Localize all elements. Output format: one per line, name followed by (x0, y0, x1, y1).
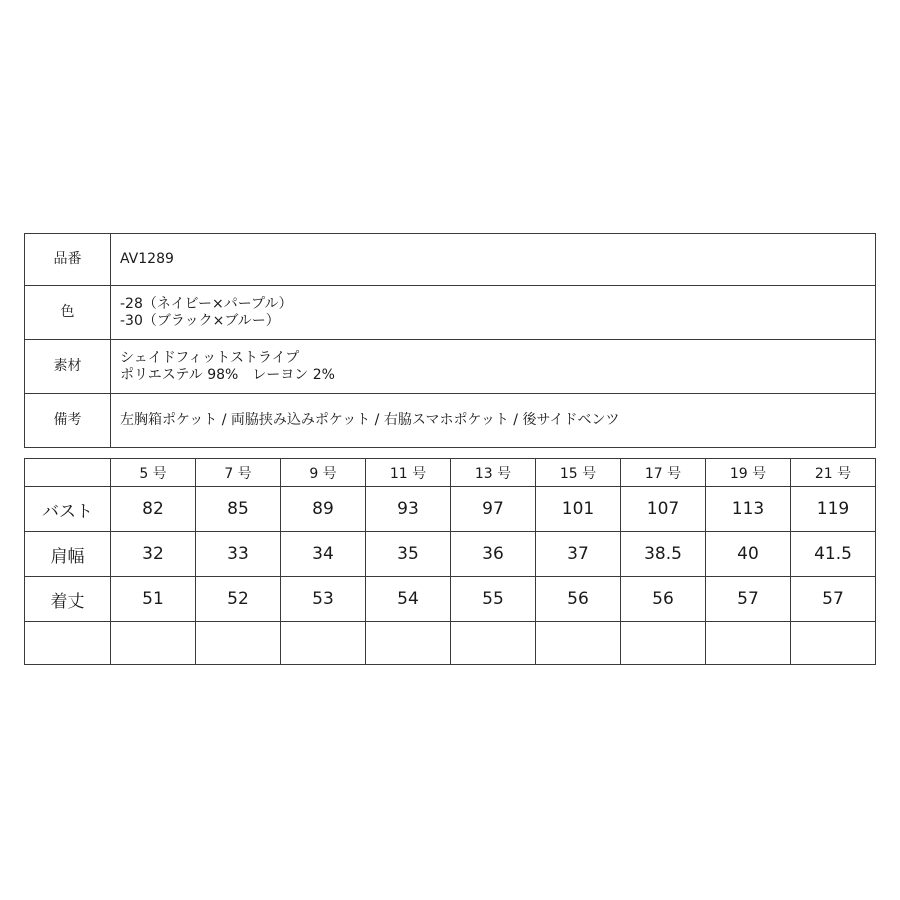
size-chart-table (24, 458, 876, 665)
empty-cell (706, 622, 791, 665)
size-header: 5 号 (111, 459, 196, 487)
measurement-cell: 53 (281, 577, 366, 622)
measurement-cell: 32 (111, 532, 196, 577)
measurement-cell: 57 (706, 577, 791, 622)
size-header: 21 号 (791, 459, 876, 487)
empty-cell (366, 622, 451, 665)
measurement-cell: 107 (621, 487, 706, 532)
size-header: 19 号 (706, 459, 791, 487)
row-label: 着丈 (25, 577, 111, 622)
measurement-cell: 93 (366, 487, 451, 532)
empty-cell (25, 622, 111, 665)
measurement-cell: 36 (451, 532, 536, 577)
info-row-notes (25, 394, 876, 448)
color-value-line: -28（ネイビー×パープル） (120, 295, 293, 312)
size-row-empty (25, 622, 876, 665)
info-row-material (25, 340, 876, 394)
size-row-bust (25, 487, 876, 532)
measurement-cell: 119 (791, 487, 876, 532)
product-info-table (24, 233, 876, 448)
measurement-cell: 82 (111, 487, 196, 532)
empty-cell (111, 622, 196, 665)
measurement-cell: 55 (451, 577, 536, 622)
measurement-cell: 33 (196, 532, 281, 577)
size-row-length (25, 577, 876, 622)
measurement-cell: 85 (196, 487, 281, 532)
info-row-color (25, 286, 876, 340)
size-row-shoulder (25, 532, 876, 577)
measurement-cell: 51 (111, 577, 196, 622)
measurement-cell: 56 (621, 577, 706, 622)
info-row-product-number (25, 234, 876, 286)
measurement-cell: 37 (536, 532, 621, 577)
measurement-cell: 40 (706, 532, 791, 577)
product-number-value: AV1289 (120, 251, 174, 267)
info-label: 品番 (25, 234, 111, 286)
material-value-line: ポリエステル 98% レーヨン 2% (120, 366, 335, 383)
size-header: 13 号 (451, 459, 536, 487)
size-header: 17 号 (621, 459, 706, 487)
size-header: 11 号 (366, 459, 451, 487)
empty-cell (536, 622, 621, 665)
row-label: バスト (25, 487, 111, 532)
color-value-line: -30（ブラック×ブルー） (120, 312, 280, 329)
measurement-cell: 54 (366, 577, 451, 622)
measurement-cell: 52 (196, 577, 281, 622)
measurement-cell: 57 (791, 577, 876, 622)
empty-cell (451, 622, 536, 665)
notes-value: 左胸箱ポケット / 両脇挟み込みポケット / 右脇スマホポケット / 後サイドベンツ (120, 412, 620, 428)
material-value-line: シェイドフィットストライプ (120, 349, 300, 366)
empty-cell (791, 622, 876, 665)
info-label: 色 (25, 286, 111, 340)
size-header: 15 号 (536, 459, 621, 487)
empty-cell (196, 622, 281, 665)
empty-cell (621, 622, 706, 665)
empty-cell (281, 622, 366, 665)
measurement-cell: 113 (706, 487, 791, 532)
info-label: 素材 (25, 340, 111, 394)
measurement-cell: 89 (281, 487, 366, 532)
corner-cell (25, 459, 111, 487)
size-header: 7 号 (196, 459, 281, 487)
measurement-cell: 41.5 (791, 532, 876, 577)
size-header-row (25, 459, 876, 487)
size-header: 9 号 (281, 459, 366, 487)
measurement-cell: 34 (281, 532, 366, 577)
measurement-cell: 35 (366, 532, 451, 577)
row-label: 肩幅 (25, 532, 111, 577)
measurement-cell: 38.5 (621, 532, 706, 577)
measurement-cell: 97 (451, 487, 536, 532)
measurement-cell: 56 (536, 577, 621, 622)
measurement-cell: 101 (536, 487, 621, 532)
info-label: 備考 (25, 394, 111, 448)
